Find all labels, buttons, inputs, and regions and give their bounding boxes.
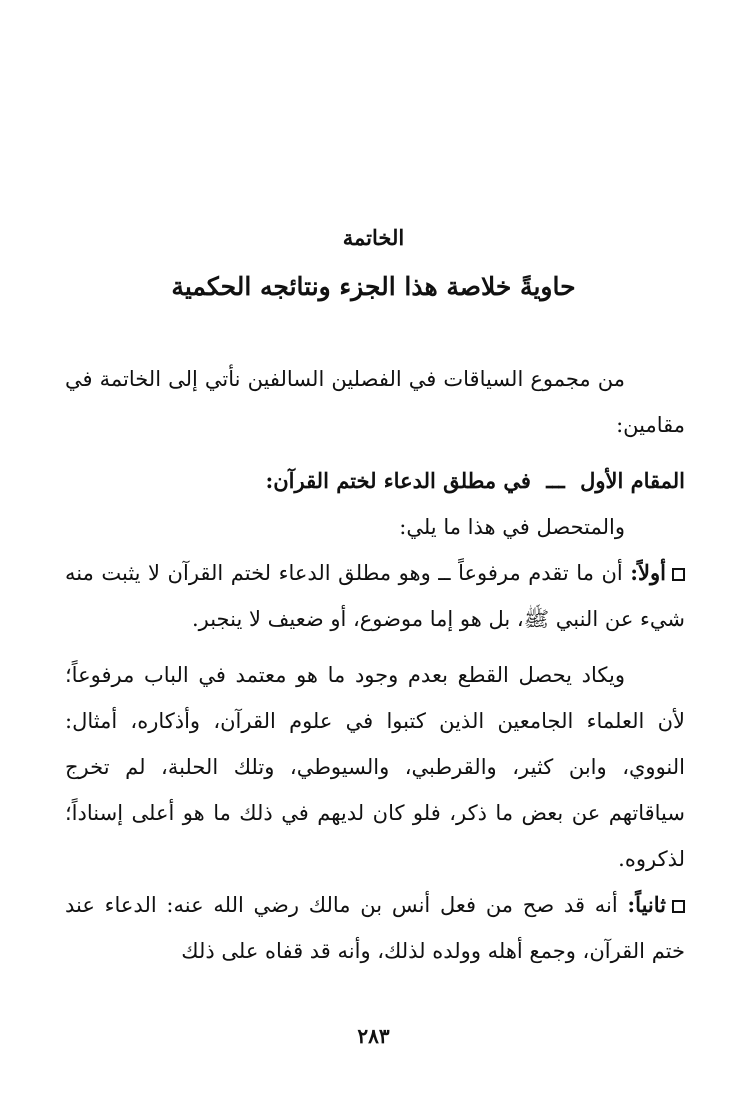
square-bullet-icon <box>672 900 685 913</box>
page-number: ٢٨٣ <box>357 1024 390 1048</box>
section-heading <box>65 458 685 504</box>
section-separator: ـــ <box>546 468 565 493</box>
body-text <box>65 356 685 974</box>
chapter-title: حاويةً خلاصة هذا الجزء ونتائجه الحكمية <box>171 272 576 301</box>
point-two-label: ثانياً: <box>627 892 666 917</box>
section-label: المقام الأول <box>580 468 685 493</box>
point-two-text: أنه قد صح من فعل أنس بن مالك رضي الله عنه: الدعاء عند ختم القرآن، وجمع أهله وولده لذلك، وأنه قد قفاه على ذلك <box>65 893 685 963</box>
chapter-label: الخاتمة <box>342 225 405 250</box>
point-one-text: أن ما تقدم مرفوعاً ــ وهو مطلق الدعاء لختم القرآن لا يثبت منه شيء عن النبي ﷺ، بل هو إما موضوع، أو ضعيف لا ينجبر. <box>65 561 685 631</box>
point-one <box>65 550 685 642</box>
section-title: في مطلق الدعاء لختم القرآن: <box>265 468 531 493</box>
point-one-label: أولاً: <box>630 560 666 585</box>
square-bullet-icon <box>672 568 685 581</box>
body-paragraph: ويكاد يحصل القطع بعدم وجود ما هو معتمد في الباب مرفوعاً؛ لأن العلماء الجامعين الذين كتبوا في علوم القرآن، وأذكاره، أمثال: النووي، وابن كثير، والقرطبي، والسيوطي، وتلك الحلبة، لم تخرج سياقاتهم عن بعض ما ذكر، فلو كان لديهم في ذلك ما هو أعلى إسناداً؛ لذكروه. <box>65 663 685 871</box>
section-lead: والمتحصل في هذا ما يلي: <box>399 515 625 539</box>
point-two <box>65 882 685 974</box>
intro-paragraph: من مجموع السياقات في الفصلين السالفين نأتي إلى الخاتمة في مقامين: <box>65 367 685 437</box>
